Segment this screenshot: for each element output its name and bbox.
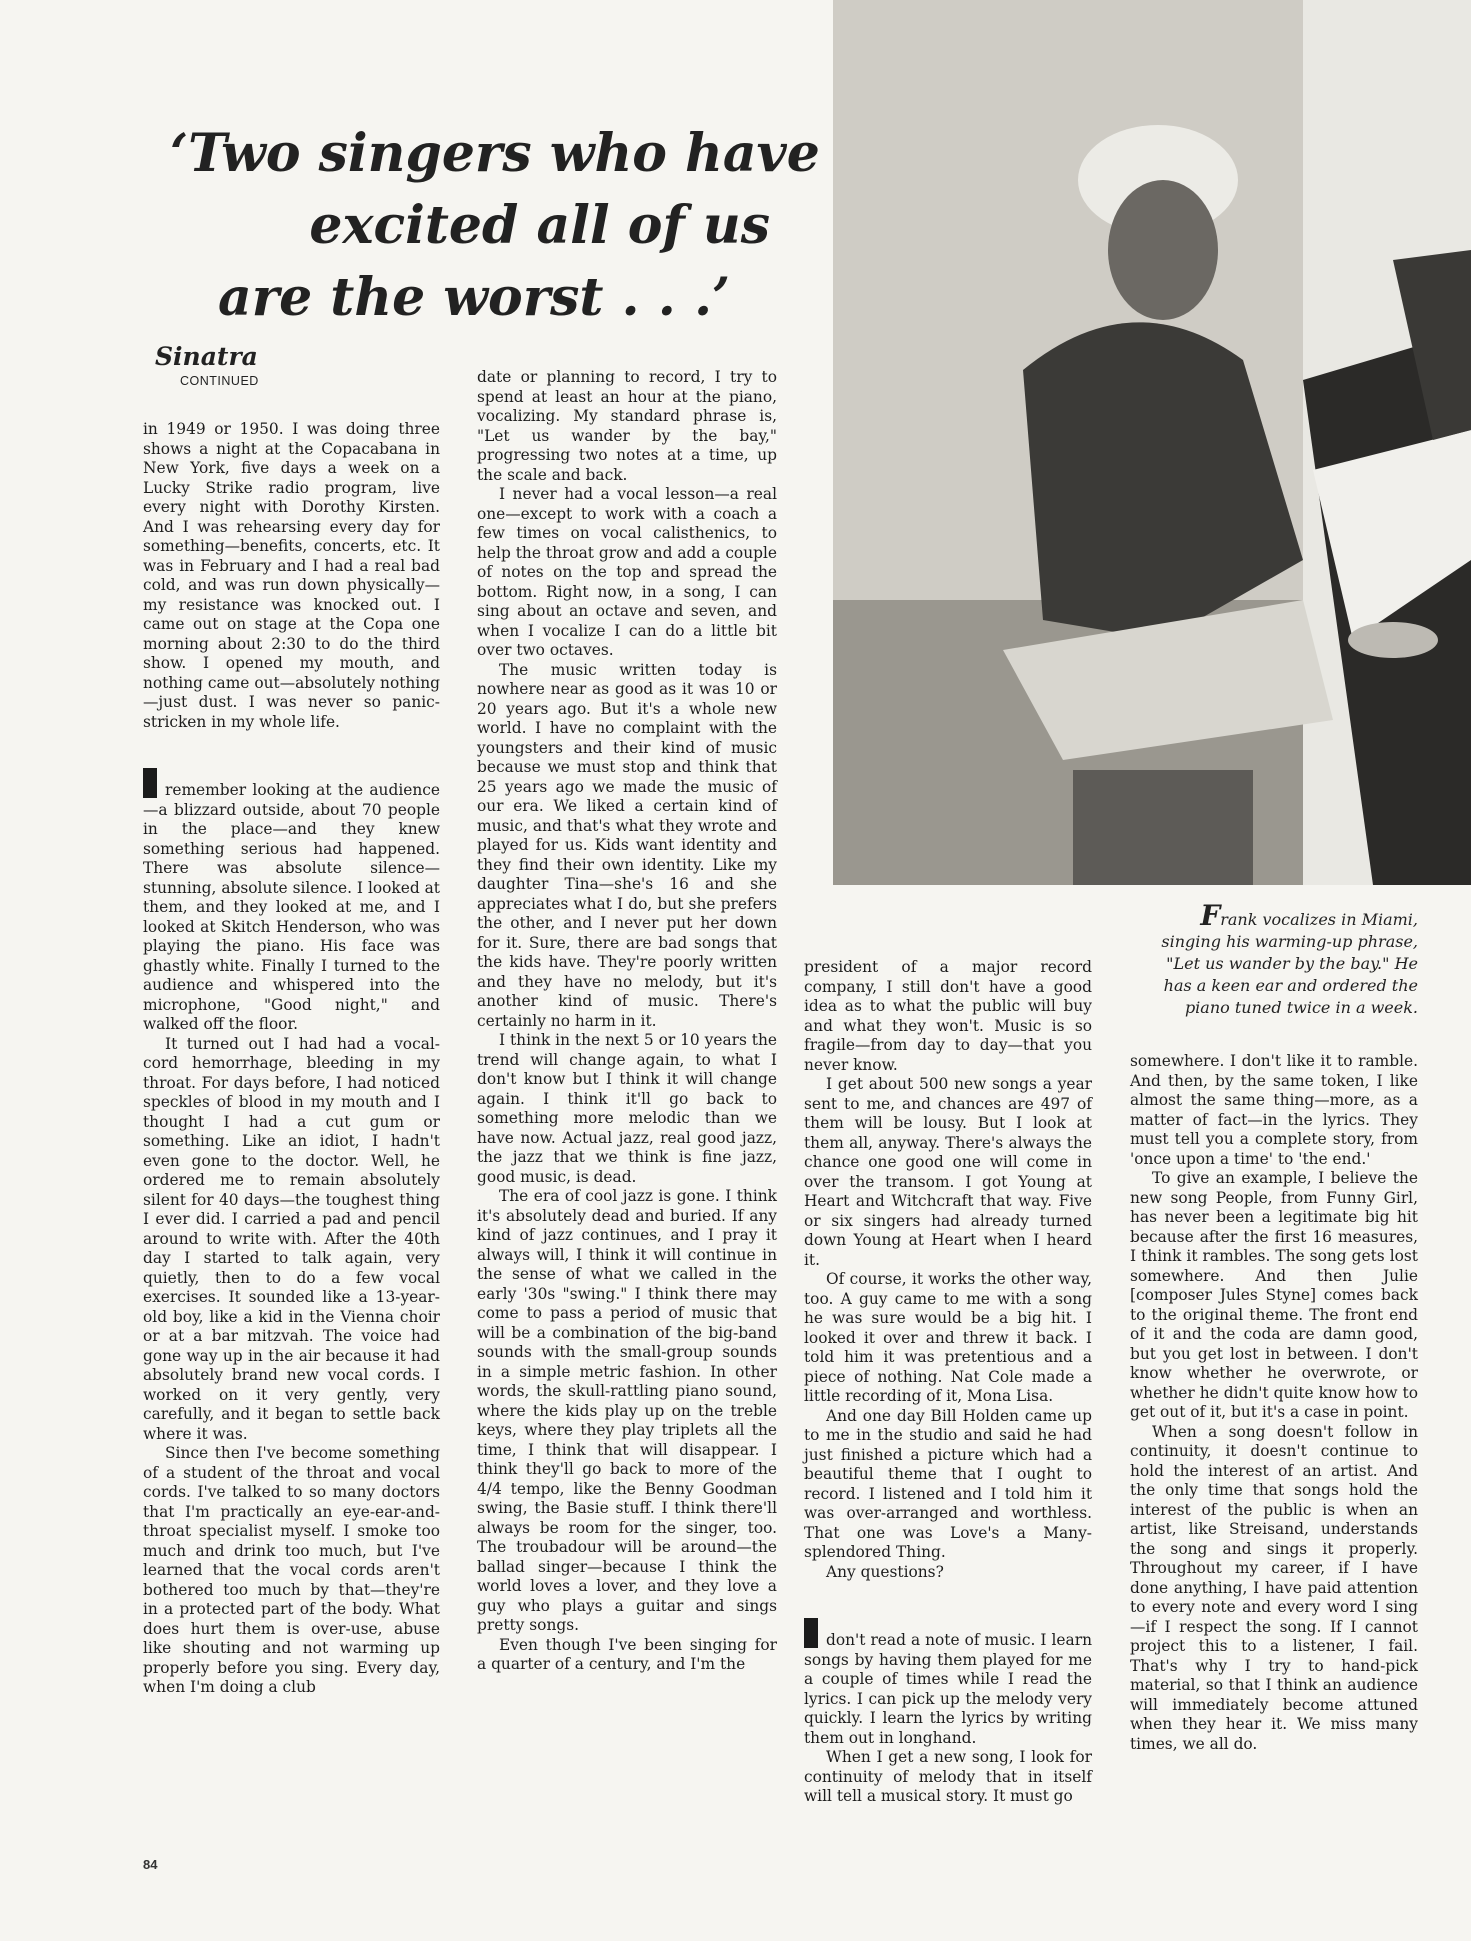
paragraph: When I get a new song, I look for continuity of melody that in itself will tell a musical story. It must go [804,1748,1092,1805]
drop-cap-block [143,768,157,798]
caption-initial: F [1200,899,1221,932]
paragraph-text: remember looking at the audience—a blizzard outside, about 70 people in the place—and they knew something serious had happened. There was absolute silence—stunning, absolute silence. I looked at them, and they looked at me, and I looked at Skitch Henderson, who was playing the piano. His face was ghastly white. Finally I turned to the audience and whispered into the microphone, "Good night," and walked off the floor. [143,781,440,1033]
article-column-1 [143,420,440,1698]
paragraph-text: don't read a note of music. I learn songs by having them played for me a couple of times while I read the lyrics. I can pick up the melody very quickly. I learn the lyrics by writing them out in longhand. [804,1631,1092,1747]
paragraph: Even though I've been singing for a quarter of a century, and I'm the [477,1635,777,1673]
paragraph: Since then I've become something of a student of the throat and vocal cords. I've talked to so many doctors that I'm practically an eye-ear-and-throat specialist myself. I smoke too much and drink too much, but I've learned that the vocal cords aren't bothered too much by that—they're in a protected part of the body. What does hurt them is over-use, abuse like shouting and not warming up properly before you sing. Every day, when I'm doing a club [143,1444,440,1696]
headline [150,118,820,334]
article-column-4 [1130,1052,1418,1754]
paragraph: in 1949 or 1950. I was doing three shows a night at the Copacabana in New York, five days a week on a Lucky Strike radio program, live every night with Dorothy Kirsten. And I was rehearsing every day for something—benefits, concerts, etc. It was in February and I had a real bad cold, and was run down physically—my resistance was knocked out. I came out on stage at the Copa one morning about 2:30 to do the third show. I opened my mouth, and nothing came out—absolutely nothing—just dust. I was never so panic-stricken in my whole life. [143,420,440,731]
paragraph: I get about 500 new songs a year sent to me, and chances are 497 of them will be lousy. But I look at them all, anyway. There's always the chance one good one will come in over the transom. I got Young at Heart and Witchcraft that way. Five or six singers had already turned down Young at Heart when I heard it. [804,1075,1092,1269]
paragraph: The era of cool jazz is gone. I think it's absolutely dead and buried. If any kind of jazz continues, and I pray it always will, I think it will continue in the sense of what we called in the early '30s "swing." I think there may come to pass a period of music that will be a combination of the big-band sounds with the small-group sounds in a simple metric fashion. In other words, the skull-rattling piano sound, where the kids play up on the treble keys, where they play triplets all the time, I think that will disappear. I think they'll go back to more of the 4/4 tempo, like the Benny Goodman swing, the Basie stuff. I think there'll always be room for the singer, too. The troubadour will be around—the ballad singer—because I think the world loves a lover, and they love a guy who plays a guitar and sings pretty songs. [477,1187,777,1634]
paragraph: The music written today is nowhere near as good as it was 10 or 20 years ago. But it's a whole new world. I have no complaint with the youngsters and their kind of music because we must stop and think that 25 years ago we made the music of our era. We liked a certain kind of music, and that's what they wrote and played for us. Kids want identity and they find their own identity. Like my daughter Tina—she's 16 and she appreciates what I do, but she prefers the other, and I never put her down for it. Sure, there are bad songs that the kids have. They're poorly written and they have no melody, but it's another kind of music. There's certainly no harm in it. [477,660,777,1030]
headline-line-2: excited all of us [309,195,770,256]
article-column-3 [804,958,1092,1807]
paragraph: I think in the next 5 or 10 years the trend will change again, to what I don't know but I think it will change again. I think it'll go back to something more melodic than we have now. Actual jazz, real good jazz, the jazz that we think is fine jazz, good music, is dead. [477,1031,777,1186]
paragraph: It turned out I had had a vocal-cord hemorrhage, bleeding in my throat. For days before, I had noticed speckles of blood in my mouth and I thought I had a cut gum or something. Like an idiot, I hadn't even gone to the doctor. Well, he ordered me to remain absolutely silent for 40 days—the toughest thing I ever did. I carried a pad and pencil around to write with. After the 40th day I started to talk again, very quietly, then to do a few vocal exercises. It sounded like a 13-year-old boy, like a kid in the Vienna choir or at a bar mitzvah. The voice had gone way up in the air because it had absolutely brand new vocal cords. I worked on it very gently, very carefully, and it began to settle back where it was. [143,1034,440,1443]
paragraph: And one day Bill Holden came up to me in the studio and said he had just finished a picture which had a beautiful theme that I ought to record. I listened and I told him it was over-arranged and worthless. That one was Love's a Many-splendored Thing. [804,1406,1092,1561]
paragraph: When a song doesn't follow in continuity, it doesn't continue to hold the interest of an artist. And the only time that songs hold the interest of the public is when an artist, like Streisand, understands the song and sings it properly. Throughout my career, if I have done anything, I have paid attention to every note and every word I sing—if I respect the song. If I cannot project this to a listener, I fail. That's why I try to hand-pick material, so that I think an audience will immediately become attuned when they hear it. We miss many times, we all do. [1130,1422,1418,1753]
headline-line-1: ‘Two singers who have [170,123,820,184]
paragraph: Any questions? [826,1562,944,1581]
drop-cap-block [804,1618,818,1648]
photo-singer-at-piano [833,0,1471,885]
caption-text: rank vocalizes in Miami, singing his warming-up phrase, "Let us wander by the bay." He has a keen ear and ordered the piano tuned twice in a week. [1161,910,1418,1017]
photo-illustration [833,0,1471,885]
paragraph: I never had a vocal lesson—a real one—except to work with a coach a few times on vocal calisthenics, to help the throat grow and add a couple of notes on the top and spread the bottom. Right now, in a song, I can sing about an octave and seven, and when I vocalize I can do a little bit over two octaves. [477,485,777,659]
paragraph: somewhere. I don't like it to ramble. And then, by the same token, I like almost the same thing—more, as a matter of fact—in the lyrics. They must tell you a complete story, from 'once upon a time' to 'the end.' [1130,1052,1418,1168]
paragraph: To give an example, I believe the new song People, from Funny Girl, has never been a legitimate big hit because after the first 16 measures, I think it rambles. The song gets lost somewhere. And then Julie [composer Jules Styne] comes back to the original theme. The front end of it and the coda are damn good, but you get lost in between. I don't know whether he overwrote, or whether he didn't quite know how to get out of it, but it's a case in point. [1130,1169,1418,1421]
article-column-2 [477,368,777,1675]
paragraph: date or planning to record, I try to spend at least an hour at the piano, vocalizing. My standard phrase is, "Let us wander by the bay," progressing two notes at a time, up the scale and back. [477,368,777,484]
kicker [155,342,259,388]
paragraph-dropcap [143,768,440,1035]
paragraph: president of a major record company, I still don't have a good idea as to what the public will buy and what they won't. Music is so fragile—from day to day—that you never know. [804,958,1092,1074]
page-number: 84 [143,1857,158,1872]
photo-caption [1148,899,1418,1019]
paragraph-dropcap [804,1618,1092,1748]
kicker-continued: CONTINUED [180,374,259,388]
paragraph: Of course, it works the other way, too. A guy came to me with a song he was sure would be a big hit. I looked it over and threw it back. I told him it was pretentious and a piece of nothing. Nat Cole made a little recording of it, Mona Lisa. [804,1270,1092,1405]
kicker-name: Sinatra [155,342,258,371]
headline-line-3: are the worst . . .’ [218,267,731,328]
